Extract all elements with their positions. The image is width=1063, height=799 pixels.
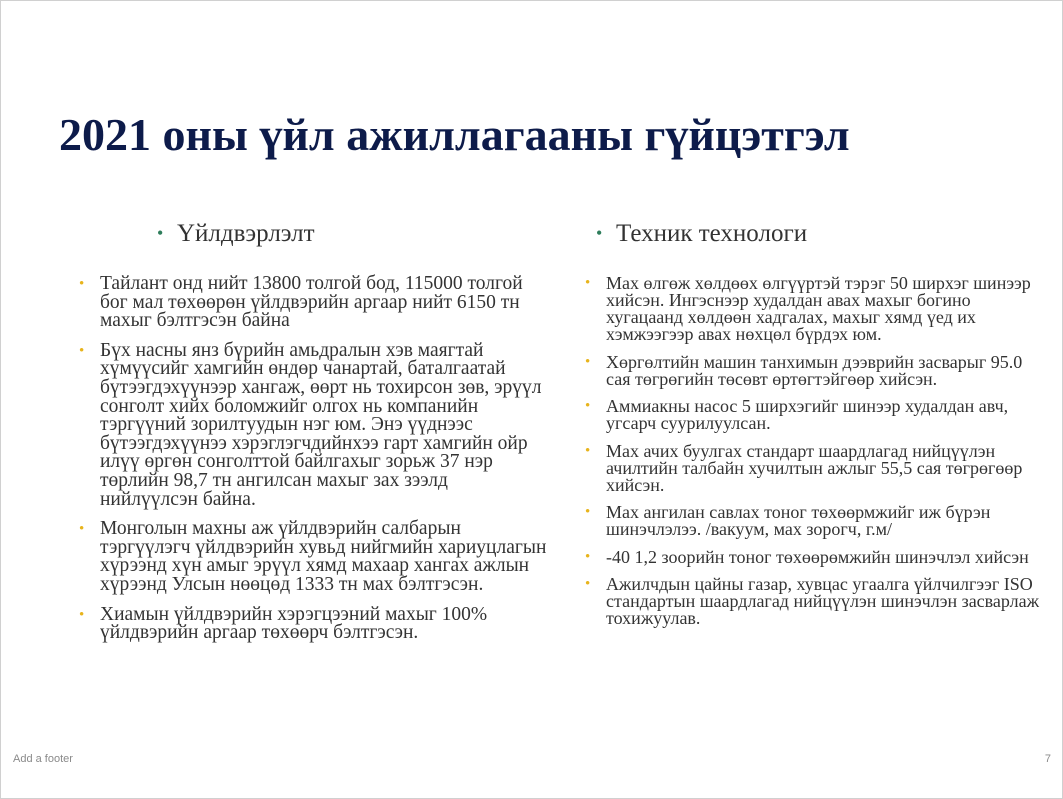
bullet-icon: • <box>585 504 591 520</box>
list-item-text: Хөргөлтийн машин танхимын дээврийн засварыг 95.0 сая төгрөгийн төсөвт өртөгтэйгөөр хийсэн. <box>606 351 1023 389</box>
bullet-icon: • <box>585 548 591 565</box>
list-item <box>585 576 1045 627</box>
bullet-icon: • <box>585 275 591 291</box>
list-item <box>585 504 1045 538</box>
list-item-text: Бүх насны янз бүрийн амьдралын хэв маягтай хүмүүсийг хамгийн өндөр чанартай, баталгаатай бүтээгдэхүүнээр хангаж, өөрт нь тохирсон зөв, эрүүл сонголт хийх боломжийг олгох нь компанийн тэргүүний зорилтуудын нэг юм. Энэ үүднээс бүтээгдэхүүнээ хэрэглэгчдийнхээ гарт хамгийн ойр илүү өргөн сонголттой байлгахыг зорьж 37 нэр төрлийн 98,7 тн ангилсан махыг зах зээлд нийлүүлсэн байна. <box>100 339 542 510</box>
list-item <box>585 440 1045 495</box>
slide-title: 2021 оны үйл ажиллагааны гүйцэтгэл <box>59 109 850 160</box>
list-item <box>585 351 1045 389</box>
list-item-text: Мах ангилан савлах тоног төхөөрмжийг иж бүрэн шинэчлэлээ. /вакуум, мах зорогч, г.м/ <box>606 502 991 539</box>
bullet-icon: • <box>79 521 85 538</box>
list-item <box>79 339 547 510</box>
list-item-text: Мах ачих буулгах стандарт шаардлагад нийцүүлэн ачилтийн талбайн хучилтын ажлыг 55,5 сая төгрөгөөр хийсэн. <box>606 440 1023 495</box>
left-column-header-label: Үйлдвэрлэлт <box>177 220 315 247</box>
page-number: 7 <box>1044 753 1051 765</box>
list-item <box>79 520 547 594</box>
list-item-text: Аммиакны насос 5 ширхэгийг шинээр худалдан авч, угсарч суурилуулсан. <box>606 396 1009 433</box>
technology-list <box>585 275 1045 638</box>
bullet-icon: • <box>585 442 591 459</box>
list-item-text: -40 1,2 зоорийн тоног төхөөрөмжийн шинэчлэл хийсэн <box>606 546 1029 567</box>
list-item <box>585 398 1045 432</box>
right-column-header <box>596 217 807 250</box>
bullet-icon: • <box>585 398 591 414</box>
list-item-text: Мах өлгөж хөлдөөх өлгүүртэй тэрэг 50 ширхэг шинээр хийсэн. Ингэснээр худалдан авах махыг богино хугацаанд хөлдөөн хадгалах, махыг хямд үед их хэмжээгээр авах нөхцөл бүрдэх юм. <box>606 273 1031 344</box>
list-item-text: Хиамын үйлдвэрийн хэрэгцээний махыг 100% үйлдвэрийн аргаар төхөөрч бэлтгэсэн. <box>100 603 488 644</box>
header-bullet-icon: • <box>157 223 164 243</box>
right-column-header-label: Техник технологи <box>616 220 808 247</box>
header-bullet-icon: • <box>596 223 603 243</box>
production-list <box>79 275 547 654</box>
list-item <box>79 275 547 331</box>
left-column-header <box>157 217 315 250</box>
list-item-text: Монголын махны аж үйлдвэрийн салбарын тэргүүлэгч үйлдвэрийн хувьд нийгмийн хариуцлагын хүрээнд хүн амыг эрүүл хямд махаар хангах ажлын хүрээнд Улсын нөөцөд 1333 тн мах бэлтгэсэн. <box>100 518 547 595</box>
bullet-icon: • <box>79 276 85 292</box>
list-item <box>79 603 547 644</box>
footer-placeholder[interactable]: Add a footer <box>13 753 73 765</box>
list-item <box>585 546 1045 567</box>
list-item-text: Тайлант онд нийт 13800 толгой бод, 115000 толгой бог мал төхөөрөн үйлдвэрийн аргаар нийт 6150 тн махыг бэлтгэсэн байна <box>100 273 523 332</box>
bullet-icon: • <box>79 606 85 623</box>
list-item <box>585 275 1045 343</box>
bullet-icon: • <box>585 576 591 592</box>
bullet-icon: • <box>79 342 85 359</box>
bullet-icon: • <box>585 353 591 370</box>
list-item-text: Ажилчдын цайны газар, хувцас угаалга үйлчилгээг ISO стандартын шаардлагад нийцүүлэн шинэчлэн засварлаж тохижуулав. <box>606 574 1040 628</box>
